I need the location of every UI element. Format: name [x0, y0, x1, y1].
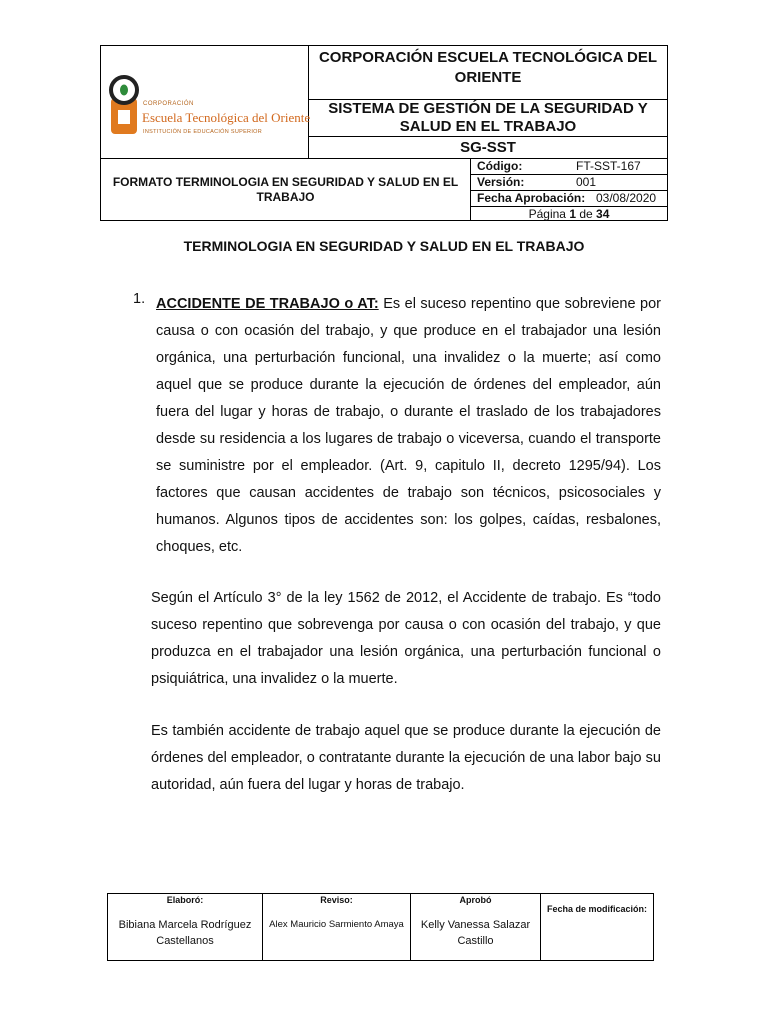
item-number: 1.: [133, 291, 146, 307]
item-term: ACCIDENTE DE TRABAJO o AT:: [156, 296, 379, 312]
page-total: 34: [596, 207, 610, 221]
approval-label: Fecha Aprobación:: [477, 191, 586, 205]
document-title: TERMINOLOGIA EN SEGURIDAD Y SALUD EN EL TRABAJO: [183, 238, 585, 254]
page-current: 1: [569, 207, 576, 221]
fecha-mod-label: Fecha de modificación:: [546, 904, 648, 914]
system-code: SG-SST: [460, 139, 516, 156]
meta-version-row: [471, 175, 667, 191]
elaboro-value: Bibiana Marcela Rodríguez Castellanos: [118, 919, 252, 947]
logo-cell: [101, 46, 309, 158]
page-indicator: [471, 207, 667, 222]
document-header-table: [100, 45, 668, 221]
reviso-label: Reviso:: [320, 895, 353, 905]
logo-corporacion-text: CORPORACIÓN: [143, 101, 194, 107]
logo-emblem-icon: [107, 68, 141, 140]
logo-name-text: Escuela Tecnológica del Oriente: [142, 110, 311, 125]
version-label: Versión:: [477, 175, 525, 189]
version-value: 001: [576, 175, 597, 189]
item-text: Es el suceso repentino que sobreviene por causa o con ocasión del trabajo, y que produce en el trabajador una lesión orgánica, una perturbación funcional, una invalidez o la muerte; así como aquel que se produce durante la ejecución de órdenes del empleador, aún fuera del lugar y horas de trabajo, o durante el traslado de los trabajadores desde su residencia a los lugares de trabajo o viceversa, cuando el transporte se suministre por el empleador. (Art. 9, capitulo II, decreto 1295/94). Los factores que causan accidentes de trabajo son técnicos, psicosociales y humanos. Algunos tipos de accidentes son: los golpes, caídas, resbalones, choques, etc.: [156, 296, 661, 555]
item-paragraph: [156, 291, 661, 561]
reviso-value: Alex Mauricio Sarmiento Amaya: [269, 919, 404, 930]
approval-value: 03/08/2020: [596, 191, 657, 205]
meta-code-row: [471, 159, 667, 175]
meta-approval-row: [471, 191, 667, 207]
code-label: Código:: [477, 159, 523, 173]
reviso-cell: [263, 894, 411, 960]
approval-footer-table: [107, 893, 654, 961]
org-name: CORPORACIÓN ESCUELA TECNOLÓGICA DEL ORIENTE: [309, 46, 667, 100]
paragraph-ley-1562: Según el Artículo 3° de la ley 1562 de 2012, el Accidente de trabajo. Es “todo suceso repentino que sobrevenga por causa o con ocasión del trabajo, y que produzca en el trabajador una lesión orgánica, una perturbación funcional o psiquiátrica, una invalidez o la muerte.: [151, 590, 661, 687]
page-prefix: Página: [528, 207, 566, 221]
elaboro-cell: [108, 894, 263, 960]
format-name: FORMATO TERMINOLOGIA EN SEGURIDAD Y SALUD EN EL TRABAJO: [101, 159, 471, 220]
institution-logo: [107, 68, 311, 140]
page-of: de: [579, 207, 593, 221]
logo-tagline-text: INSTITUCIÓN DE EDUCACIÓN SUPERIOR: [143, 129, 262, 135]
fecha-mod-cell: [541, 894, 653, 960]
aprobo-label: Aprobó: [459, 895, 492, 905]
aprobo-value: Kelly Vanessa Salazar Castillo: [420, 919, 531, 947]
aprobo-cell: [411, 894, 541, 960]
elaboro-label: Elaboró:: [166, 895, 204, 905]
document-meta: [471, 159, 667, 222]
system-name: SISTEMA DE GESTIÓN DE LA SEGURIDAD Y SALUD EN EL TRABAJO: [309, 100, 667, 137]
code-value: FT-SST-167: [576, 159, 641, 173]
paragraph-also-accident: Es también accidente de trabajo aquel que se produce durante la ejecución de órdenes del empleador, o contratante durante la ejecución de una labor bajo su autoridad, aún fuera del lugar y horas de trabajo.: [151, 723, 661, 793]
